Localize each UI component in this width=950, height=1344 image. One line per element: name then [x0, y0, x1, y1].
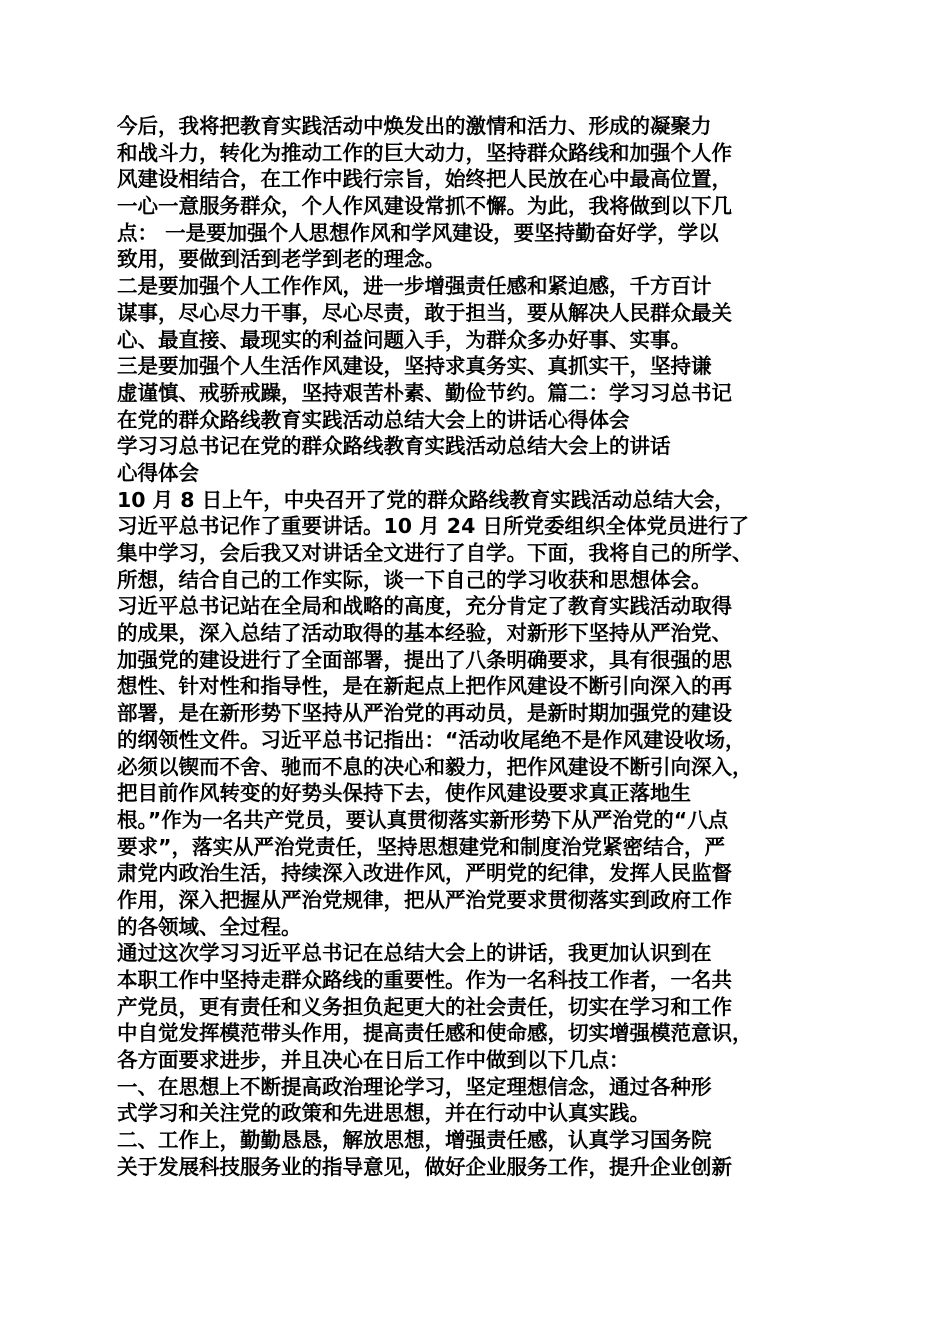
text-line: 二是要加强个人工作作风，进一步增强责任感和紧迫感，千方百计: [117, 274, 712, 299]
text-line: 心、最直接、最现实的利益问题入手，为群众多办好事、实事。: [117, 327, 691, 352]
text-line: 关于发展科技服务业的指导意见，做好企业服务工作，提升企业创新: [117, 1154, 732, 1179]
document-body: [117, 113, 842, 1181]
text-line: 根。”作为一名共产党员，要认真贯彻落实新形势下从严治党的“八点: [117, 807, 729, 832]
text-line: 一、在思想上不断提高政治理论学习，坚定理想信念，通过各种形: [117, 1074, 712, 1099]
text-line: 习近平总书记作了重要讲话。10 月 24 日所党委组织全体党员进行了: [117, 514, 749, 539]
text-line: 虚谨慎、戒骄戒躁，坚持艰苦朴素、勤俭节约。篇二：学习习总书记: [117, 380, 732, 405]
text-line: 把目前作风转变的好势头保持下去，使作风建设要求真正落地生: [117, 781, 691, 806]
text-line: 加强党的建设进行了全面部署，提出了八条明确要求，具有很强的思: [117, 647, 732, 672]
text-line: 的成果，深入总结了活动取得的基本经验，对新形下坚持从严治党、: [117, 621, 732, 646]
text-line: 所想，结合自己的工作实际，谈一下自己的学习收获和思想体会。: [117, 567, 712, 592]
text-line: 学习习总书记在党的群众路线教育实践活动总结大会上的讲话: [117, 434, 671, 459]
text-line: 通过这次学习习近平总书记在总结大会上的讲话，我更加认识到在: [117, 941, 712, 966]
text-line: 部署，是在新形势下坚持从严治党的再动员，是新时期加强党的建设: [117, 701, 732, 726]
text-line: 本职工作中坚持走群众路线的重要性。作为一名科技工作者，一名共: [117, 968, 732, 992]
text-line: 集中学习，会后我又对讲话全文进行了自学。下面，我将自己的所学、: [117, 541, 753, 565]
text-line: 10 月 8 日上午，中央召开了党的群众路线教育实践活动总结大会，: [117, 487, 735, 512]
text-line: 在党的群众路线教育实践活动总结大会上的讲话心得体会: [117, 407, 630, 432]
text-line: 式学习和关注党的政策和先进思想，并在行动中认真实践。: [117, 1101, 650, 1126]
text-line: 风建设相结合，在工作中践行宗旨，始终把人民放在心中最高位置，: [117, 167, 732, 192]
text-line: 点： 一是要加强个人思想作风和学风建设，要坚持勤奋好学，学以: [117, 220, 719, 245]
text-line: 三是要加强个人生活作风建设，坚持求真务实、真抓实干，坚持谦: [117, 354, 712, 379]
text-line: 二、工作上，勤勤恳恳，解放思想，增强责任感，认真学习国务院: [117, 1128, 712, 1153]
text-line: 想性、针对性和指导性，是在新起点上把作风建设不断引向深入的再: [117, 674, 732, 699]
text-line: 产党员，更有责任和义务担负起更大的社会责任，切实在学习和工作: [117, 994, 732, 1019]
text-line: 要求”，落实从严治党责任，坚持思想建党和制度治党紧密结合，严: [117, 834, 725, 859]
text-line: 必须以锲而不舍、驰而不息的决心和毅力，把作风建设不断引向深入，: [117, 754, 753, 779]
text-line: 中自觉发挥模范带头作用，提高责任感和使命感，切实增强模范意识，: [117, 1021, 753, 1046]
text-line: 谋事，尽心尽力干事，尽心尽责，敢于担当，要从解决人民群众最关: [117, 300, 732, 325]
text-line: 的纲领性文件。习近平总书记指出：“活动收尾绝不是作风建设收场，: [117, 727, 746, 752]
text-line: 致用，要做到活到老学到老的理念。: [117, 247, 445, 272]
text-line: 各方面要求进步，并且决心在日后工作中做到以下几点：: [117, 1048, 630, 1073]
text-line: 一心一意服务群众，个人作风建设常抓不懈。为此，我将做到以下几: [117, 194, 732, 219]
text-line: 的各领域、全过程。: [117, 914, 302, 939]
text-line: 习近平总书记站在全局和战略的高度，充分肯定了教育实践活动取得: [117, 594, 732, 619]
text-line: 今后，我将把教育实践活动中焕发出的激情和活力、形成的凝聚力: [117, 114, 712, 138]
text-line: 作用，深入把握从严治党规律，把从严治党要求贯彻落实到政府工作: [117, 887, 732, 912]
text-line: 和战斗力，转化为推动工作的巨大动力，坚持群众路线和加强个人作: [117, 140, 732, 165]
text-line: 心得体会: [117, 460, 199, 485]
text-line: 肃党内政治生活，持续深入改进作风，严明党的纪律，发挥人民监督: [117, 861, 732, 886]
